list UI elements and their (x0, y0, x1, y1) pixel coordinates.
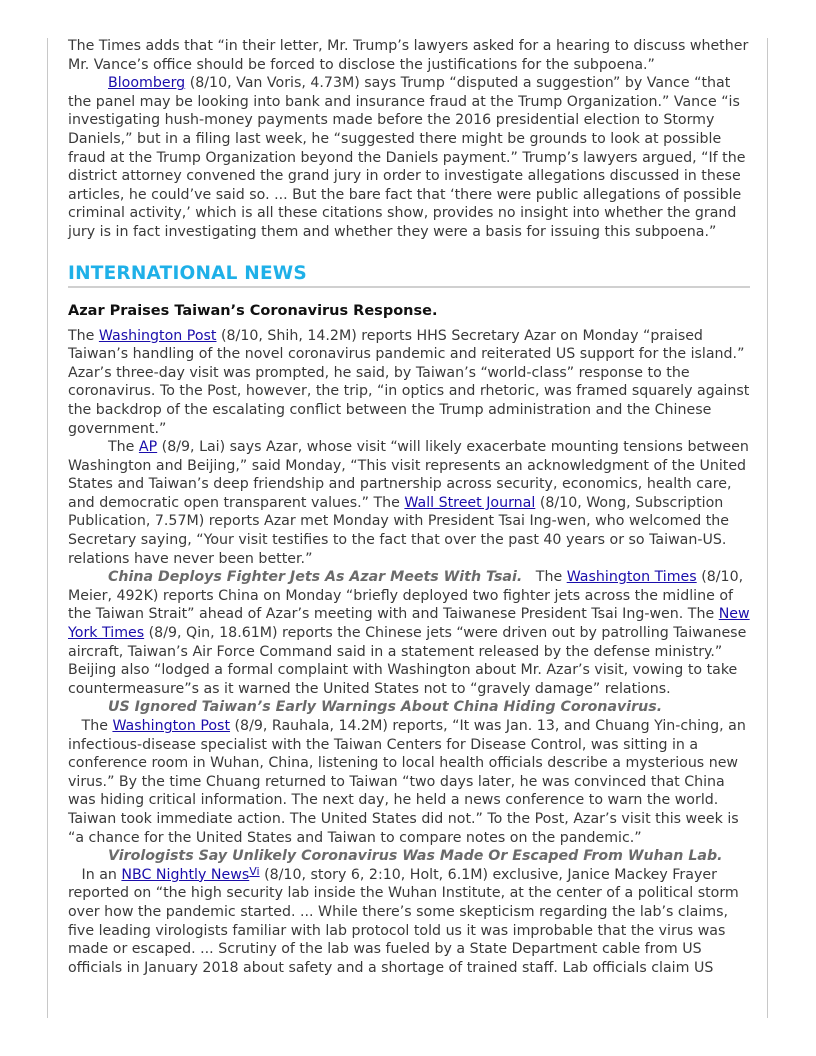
paragraph-times-letter (68, 37, 750, 74)
video-link[interactable]: Vi (249, 864, 260, 878)
source-link-nbc-nightly-news[interactable]: NBC Nightly News (121, 866, 250, 883)
paragraph-bloomberg (68, 74, 750, 241)
paragraph-text-lead: In an (68, 866, 122, 883)
document-body (68, 37, 750, 977)
paragraph-text-lead: The (68, 718, 113, 734)
page-border-right (767, 38, 768, 1018)
paragraph-text: (8/9, Rauhala, 14.2M) reports, “It was Jan. 13, and Chuang Yin-ching, an infectious-disease specialist with the Taiwan Centers for Disease Control, was sitting in a conference room in Wuhan, China, listening to local health officials describe a mysterious new virus.” By the time Chuang returned to Taiwan “two days later, he was convinced that China was hiding critical information. The next day, he held a news conference to warn the world. Taiwan took immediate action. The United States did not.” To the Post, Azar’s visit this week is “a chance for the United States and Taiwan to compare notes on the pandemic.” (68, 718, 746, 846)
source-link-bloomberg[interactable]: Bloomberg (108, 75, 186, 92)
source-link-washington-post[interactable]: Washington Post (112, 718, 231, 734)
paragraph-washington-post (68, 327, 750, 439)
subheadline: US Ignored Taiwan’s Early Warnings About China Hiding Coronavirus. (108, 699, 663, 716)
paragraph-text: (8/10, Wong, Subscription Publication, 7.57M) reports Azar met Monday with President Tsai Ing-wen, who welcomed the Secretary saying, “Your visit testifies to the fact that over the past 40 years or so Taiwan-US. relations have never been better.” (68, 494, 729, 567)
paragraph-text: (8/10, story 6, 2:10, Holt, 6.1M) exclusive, Janice Mackey Frayer reported on “the high security lab inside the Wuhan Institute, at the center of a political storm over how the pandemic started. ... While there’s some skepticism regarding the lab’s claims, five leading virologists familiar with lab protocol told us it was improbable that the virus was made or escaped. ... Scrutiny of the lab was fueled by a State Department cable from US officials in January 2018 about safety and a shortage of trained staff. Lab officials claim US (68, 866, 739, 976)
source-link-wall-street-journal[interactable]: Wall Street Journal (404, 494, 536, 511)
paragraph-text: (8/9, Lai) says Azar, whose visit “will likely exacerbate mounting tensions between Washington and Beijing,” said Monday, “This visit represents an acknowledgment of the United States and Taiwan’s deep friendship and partnership across security, economics, health care, and democratic open transparent values.” The (68, 439, 749, 511)
page-border-left (47, 38, 48, 1018)
source-link-new-york-times[interactable]: New York Times (68, 606, 750, 642)
paragraph-text: (8/10, Van Voris, 4.73M) says Trump “disputed a suggestion” by Vance “that the panel may be looking into bank and insurance fraud at the Trump Organization.” Vance “is investigating hush-money payments made before the 2016 presidential election to Stormy Daniels,” but in a filing last week, he “suggested there might be grounds to look at possible fraud at the Trump Organization beyond the Daniels payment.” Trump’s lawyers argued, “If the district attorney convened the grand jury in order to investigate allegations discussed in these articles, he could’ve said so. ... But the bare fact that ‘there were public allegations of possible criminal activity,’ which is all these citations show, provides no insight into whether the grand jury is in fact investigating them and whether they were a basis for issuing this subpoena.” (68, 75, 746, 240)
paragraph-ap (68, 438, 750, 568)
source-link-washington-post[interactable]: Washington Post (98, 327, 217, 344)
subheadline: China Deploys Fighter Jets As Azar Meets With Tsai. (108, 569, 523, 586)
paragraph-text-lead: The (68, 327, 99, 344)
paragraph-text-lead: The (522, 569, 567, 586)
paragraph-text: (8/10, Shih, 14.2M) reports HHS Secretary Azar on Monday “praised Taiwan’s handling of the novel coronavirus pandemic and reiterated US support for the island.” Azar’s three-day visit was prompted, he said, by Taiwan’s “world-class” response to the coronavirus. To the Post, however, the trip, “in optics and rhetoric, was framed squarely against the backdrop of the escalating conflict between the Trump administration and the Chinese government.” (68, 327, 750, 437)
paragraph-virologists (68, 847, 750, 977)
source-link-ap[interactable]: AP (138, 439, 158, 456)
subheadline: Virologists Say Unlikely Coronavirus Was Made Or Escaped From Wuhan Lab. (108, 848, 723, 865)
source-link-washington-times[interactable]: Washington Times (566, 569, 697, 586)
paragraph-text: (8/10, Meier, 492K) reports China on Monday “briefly deployed two fighter jets across the midline of the Taiwan Strait” ahead of Azar’s meeting with and Taiwanese President Tsai Ing-wen. The (68, 569, 744, 623)
section-title: INTERNATIONAL NEWS (68, 262, 307, 284)
section-header (68, 263, 750, 288)
paragraph-fighter-jets (68, 568, 750, 698)
paragraph-text: The Times adds that “in their letter, Mr. Trump’s lawyers asked for a hearing to discuss whether Mr. Vance’s office should be forced to disclose the justifications for the subpoena.” (68, 38, 749, 73)
paragraph-text: (8/9, Qin, 18.61M) reports the Chinese jets “were driven out by patrolling Taiwanese aircraft, Taiwan’s Air Force Command said in a statement released by the defense ministry.” Beijing also “lodged a formal complaint with Washington about Mr. Azar’s visit, vowing to take countermeasure”s as it warned the United States not to “gravely damage” relations. (68, 625, 747, 697)
paragraph-early-warnings (68, 698, 750, 847)
article-headline: Azar Praises Taiwan’s Coronavirus Response. (68, 302, 438, 319)
paragraph-text-lead: The (108, 439, 139, 456)
